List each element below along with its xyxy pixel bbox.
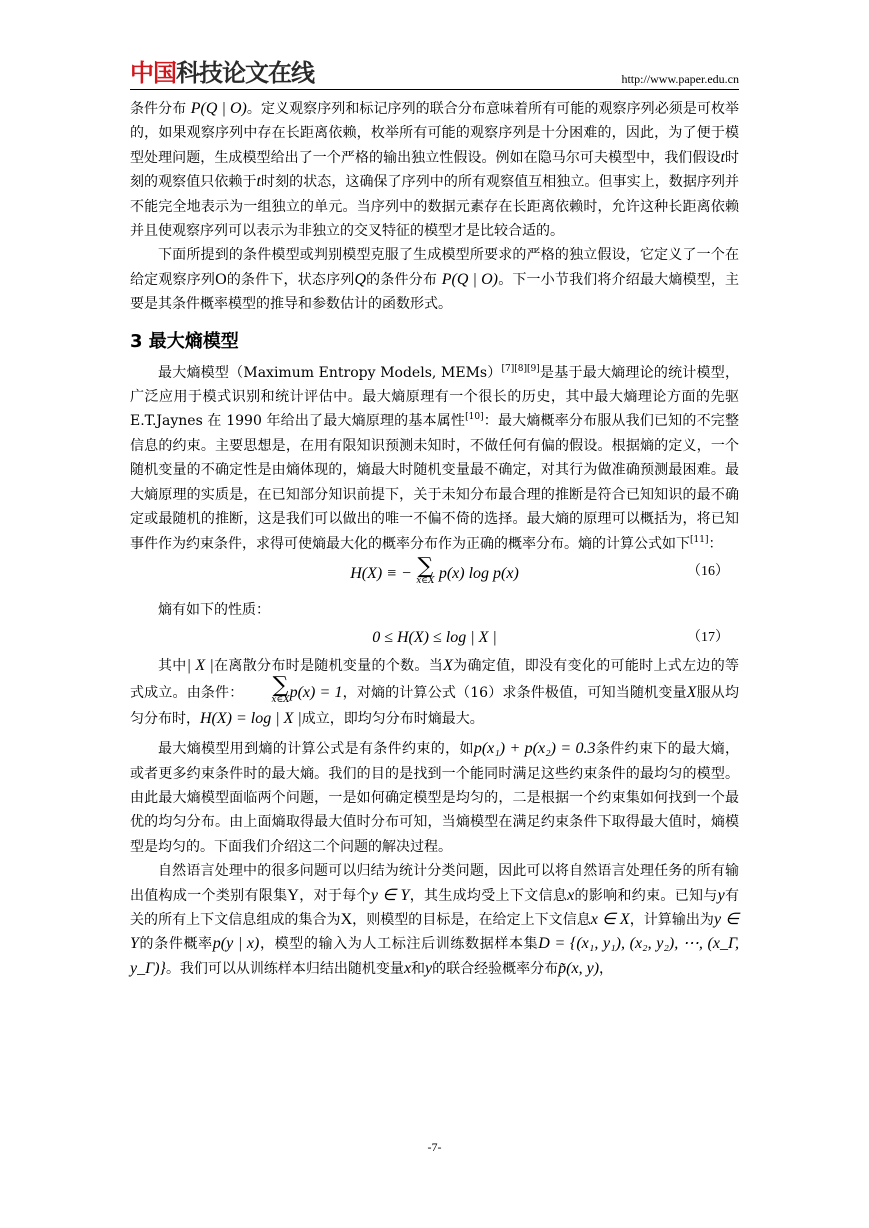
- page-number: -7-: [427, 1140, 442, 1154]
- logo-dark-text: 科技论文在线: [176, 59, 314, 87]
- header-rule: [130, 89, 739, 90]
- paragraph-3: 最大熵模型（Maximum Entropy Models, MEMs）[7][8][9]是基于最大熵理论的统计模型，广泛应用于模式识别和统计评估中。最大熵原理有一个很长的历史，其中最大熵理论方面的先驱 E.T.Jaynes 在 1990 年给出了最大熵原理的基本属性[10]：最大熵概率分布服从我们已知的不完整信息的约束。主要思想是，在用有限知识预测未知时，不做任何有偏的假设。根据熵的定义，一个随机变量的不确定性是由熵体现的，熵最大时随机变量最不确定，对其行为做准确预测最困难。最大熵原理的实质是，在已知部分知识前提下，关于未知分布最合理的推断是符合已知知识的最不确定或最随机的推断，这是我们可以做出的唯一不偏不倚的选择。最大熵的原理可以概括为，将已知事件作为约束条件，求得可使熵最大化的概率分布作为正确的概率分布。熵的计算公式如下[11]：: [130, 363, 739, 552]
- equation-17: 0 ≤ H(X) ≤ log | X | （17）: [130, 622, 739, 654]
- paragraph-2: 下面所提到的条件模型或判别模型克服了生成模型所要求的严格的独立假设，它定义了一个在给定观察序列O的条件下，状态序列Q的条件分布 P(Q | O)。下一小节我们将介绍最大熵模型，主要是其条件概率模型的推导和参数估计的函数形式。: [130, 247, 740, 313]
- site-url: http://www.paper.edu.cn: [621, 72, 739, 86]
- equation-number-16: （16）: [687, 563, 729, 579]
- citation-10: [10]: [465, 412, 484, 423]
- site-logo: [130, 58, 314, 88]
- logo-red-text: 中国: [130, 59, 176, 87]
- summation-symbol-inline: ∑ x∈X: [271, 672, 290, 705]
- equation-16: H(X) ≡ − ∑ x∈X p(x) log p(x) （16）: [350, 553, 729, 586]
- paragraph-7: 自然语言处理中的很多问题可以归结为统计分类问题，因此可以将自然语言处理任务的所有输出值构成一个类别有限集Y，对于每个y ∈ Y，其生成均受上下文信息x的影响和约束。已知与y有关的所有上下文信息组成的集合为X，则模型的目标是，在给定上下文信息x ∈ X，计算输出为y ∈ Y的条件概率p(y | x)，模型的输入为人工标注后训练数据样本集D = {(x₁, y₁), (x₂, y₂), ⋯, (x_Γ, y_Γ)}。我们可以从训练样本归结出随机变量x和y的联合经验概率分布p̃(x, y)，: [130, 863, 740, 977]
- summation-symbol: ∑ x∈X: [416, 553, 435, 586]
- paragraph-1: 条件分布 P(Q | O)。定义观察序列和标记序列的联合分布意味着所有可能的观察序列必须是可枚举的，如果观察序列中存在长距离依赖，枚举所有可能的观察序列是十分困难的，因此，为了便于模型处理问题，生成模型给出了一个严格的输出独立性假设。例如在隐马尔可夫模型中，我们假设t时刻的观察值只依赖于t时刻的状态，这确保了序列中的所有观察值互相独立。但事实上，数据序列并不能完全地表示为一组独立的单元。当序列中的数据元素存在长距离依赖时，允许这种长距离依赖并且使观察序列可以表示为非独立的交叉特征的模型才是比较合适的。: [130, 100, 740, 240]
- paragraph-5: 其中| X |在离散分布时是随机变量的个数。当X为确定值，即没有变化的可能时上式左边的等式成立。由条件： ∑ x∈X p(x) = 1，对熵的计算公式（16）求条件极值，可知当随机变量X服从均匀分布时，H(X) = log | X |成立，即均匀分布时熵最大。: [130, 657, 740, 727]
- paragraph-4: 熵有如下的性质：: [158, 601, 270, 618]
- page-header: [130, 58, 739, 88]
- paragraph-6: 最大熵模型用到熵的计算公式是有条件约束的，如p(x₁) + p(x₂) = 0.3条件约束下的最大熵，或者更多约束条件时的最大熵。我们的目的是找到一个能同时满足这些约束条件的最均匀的模型。由此最大熵模型面临两个问题，一是如何确定模型是均匀的，二是根据一个约束集如何找到一个最优的均匀分布。由上面熵取得最大值时分布可知，当熵模型在满足约束条件下取得最大值时，熵模型是均匀的。下面我们介绍这二个问题的解决过程。: [130, 740, 740, 855]
- citation-11: [11]: [690, 534, 709, 545]
- page-body: [130, 97, 739, 981]
- section-heading: 3 最大熵模型: [130, 330, 239, 352]
- citation-7-8-9: [7][8][9]: [501, 363, 540, 374]
- equation-number-17: （17）: [687, 630, 729, 646]
